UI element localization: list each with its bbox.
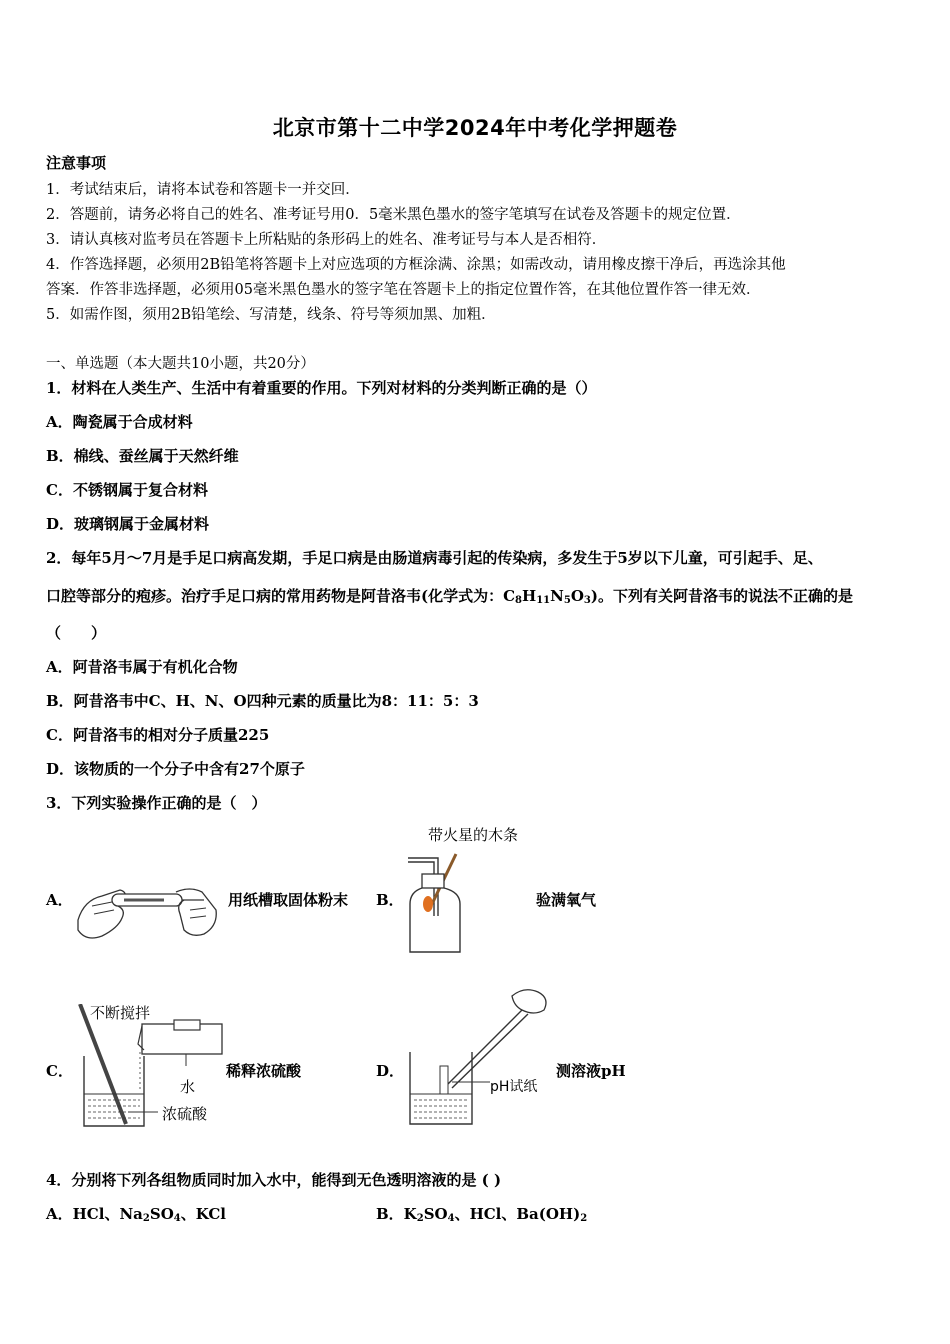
q1-option-a: A．陶瓷属于合成材料: [46, 413, 193, 431]
ph-test-image: [404, 986, 554, 1130]
question-2-line3: （ ）: [46, 624, 107, 642]
q2-option-a: A．阿昔洛韦属于有机化合物: [46, 658, 238, 676]
page-title: 北京市第十二中学2024年中考化学押题卷: [272, 116, 678, 140]
q3-c-image-label-water: 水: [180, 1078, 196, 1096]
q3-option-a-caption: 用纸槽取固体粉末: [228, 891, 349, 909]
q3-c-image-label-acid: 浓硫酸: [162, 1105, 208, 1123]
q4-option-b: B．$K_2SO_4$、HCl、$Ba(OH)_2$: [376, 1205, 588, 1224]
q2-option-b: B．阿昔洛韦中C、H、N、O四种元素的质量比为8：11：5：3: [46, 692, 479, 710]
q3-option-b-label: B．: [376, 891, 404, 909]
notice-heading: 注意事项: [46, 154, 107, 172]
q3-option-d-caption: 测溶液pH: [556, 1062, 626, 1080]
q4-option-a: A．HCl、$Na_2SO_4$、KCl: [46, 1205, 227, 1224]
q1-option-d: D．玻璃钢属于金属材料: [46, 515, 210, 533]
question-2-line1: 2．每年5月～7月是手足口病高发期，手足口病是由肠道病毒引起的传染病，多发生于5岁以下儿童，可引起手、足、: [46, 549, 823, 567]
question-1-stem: 1．材料在人类生产、生活中有着重要的作用。下列对材料的分类判断正确的是（）: [46, 379, 597, 397]
question-2-line2: 口腔等部分的疱疹。治疗手足口病的常用药物是阿昔洛韦(化学式为：$C_8H_{11}N_5O_3$)。下列有关阿昔洛韦的说法不正确的是: [46, 587, 853, 606]
q2-option-d: D．该物质的一个分子中含有27个原子: [46, 760, 305, 778]
q3-option-b-caption: 验满氧气: [536, 891, 597, 909]
notice-item: 4．作答选择题，必须用2B铅笔将答题卡上对应选项的方框涂满、涂黑；如需改动，请用橡皮擦干净后，再选涂其他: [46, 257, 786, 273]
q3-b-image-label: 带火星的木条: [428, 826, 519, 844]
q3-c-image-label-stir: 不断搅拌: [90, 1004, 151, 1022]
q1-option-c: C．不锈钢属于复合材料: [46, 481, 208, 499]
question-4-stem: 4．分别将下列各组物质同时加入水中，能得到无色透明溶液的是 ( ): [46, 1171, 502, 1189]
dilute-sulfuric-acid-image: [72, 1004, 232, 1132]
q2-option-c: C．阿昔洛韦的相对分子质量225: [46, 726, 270, 744]
oxygen-test-bottle-image: [404, 846, 474, 956]
notice-item: 答案．作答非选择题，必须用05毫米黑色墨水的签字笔在答题卡上的指定位置作答，在其他位置作答一律无效．: [46, 282, 761, 298]
notice-item: 1．考试结束后，请将本试卷和答题卡一并交回．: [46, 182, 360, 198]
q1-option-b: B．棉线、蚕丝属于天然纤维: [46, 447, 239, 465]
q3-option-d-label: D．: [376, 1062, 405, 1080]
section-heading: 一、单选题（本大题共10小题，共20分）: [46, 356, 315, 372]
q3-d-image-label: pH试纸: [490, 1079, 538, 1095]
q3-option-a-label: A．: [46, 891, 73, 909]
q3-option-c-label: C．: [46, 1062, 73, 1080]
q3-option-c-caption: 稀释浓硫酸: [226, 1062, 302, 1080]
notice-item: 2．答题前，请务必将自己的姓名、准考证号用0．5毫米黑色墨水的签字笔填写在试卷及答题卡的规定位置．: [46, 207, 741, 223]
notice-item: 3．请认真核对监考员在答题卡上所粘贴的条形码上的姓名、准考证号与本人是否相符．: [46, 232, 607, 248]
notice-item: 5．如需作图，须用2B铅笔绘、写清楚，线条、符号等须加黑、加粗．: [46, 307, 496, 323]
paper-trough-powder-image: [72, 870, 222, 950]
question-3-stem: 3．下列实验操作正确的是（ ）: [46, 794, 267, 812]
